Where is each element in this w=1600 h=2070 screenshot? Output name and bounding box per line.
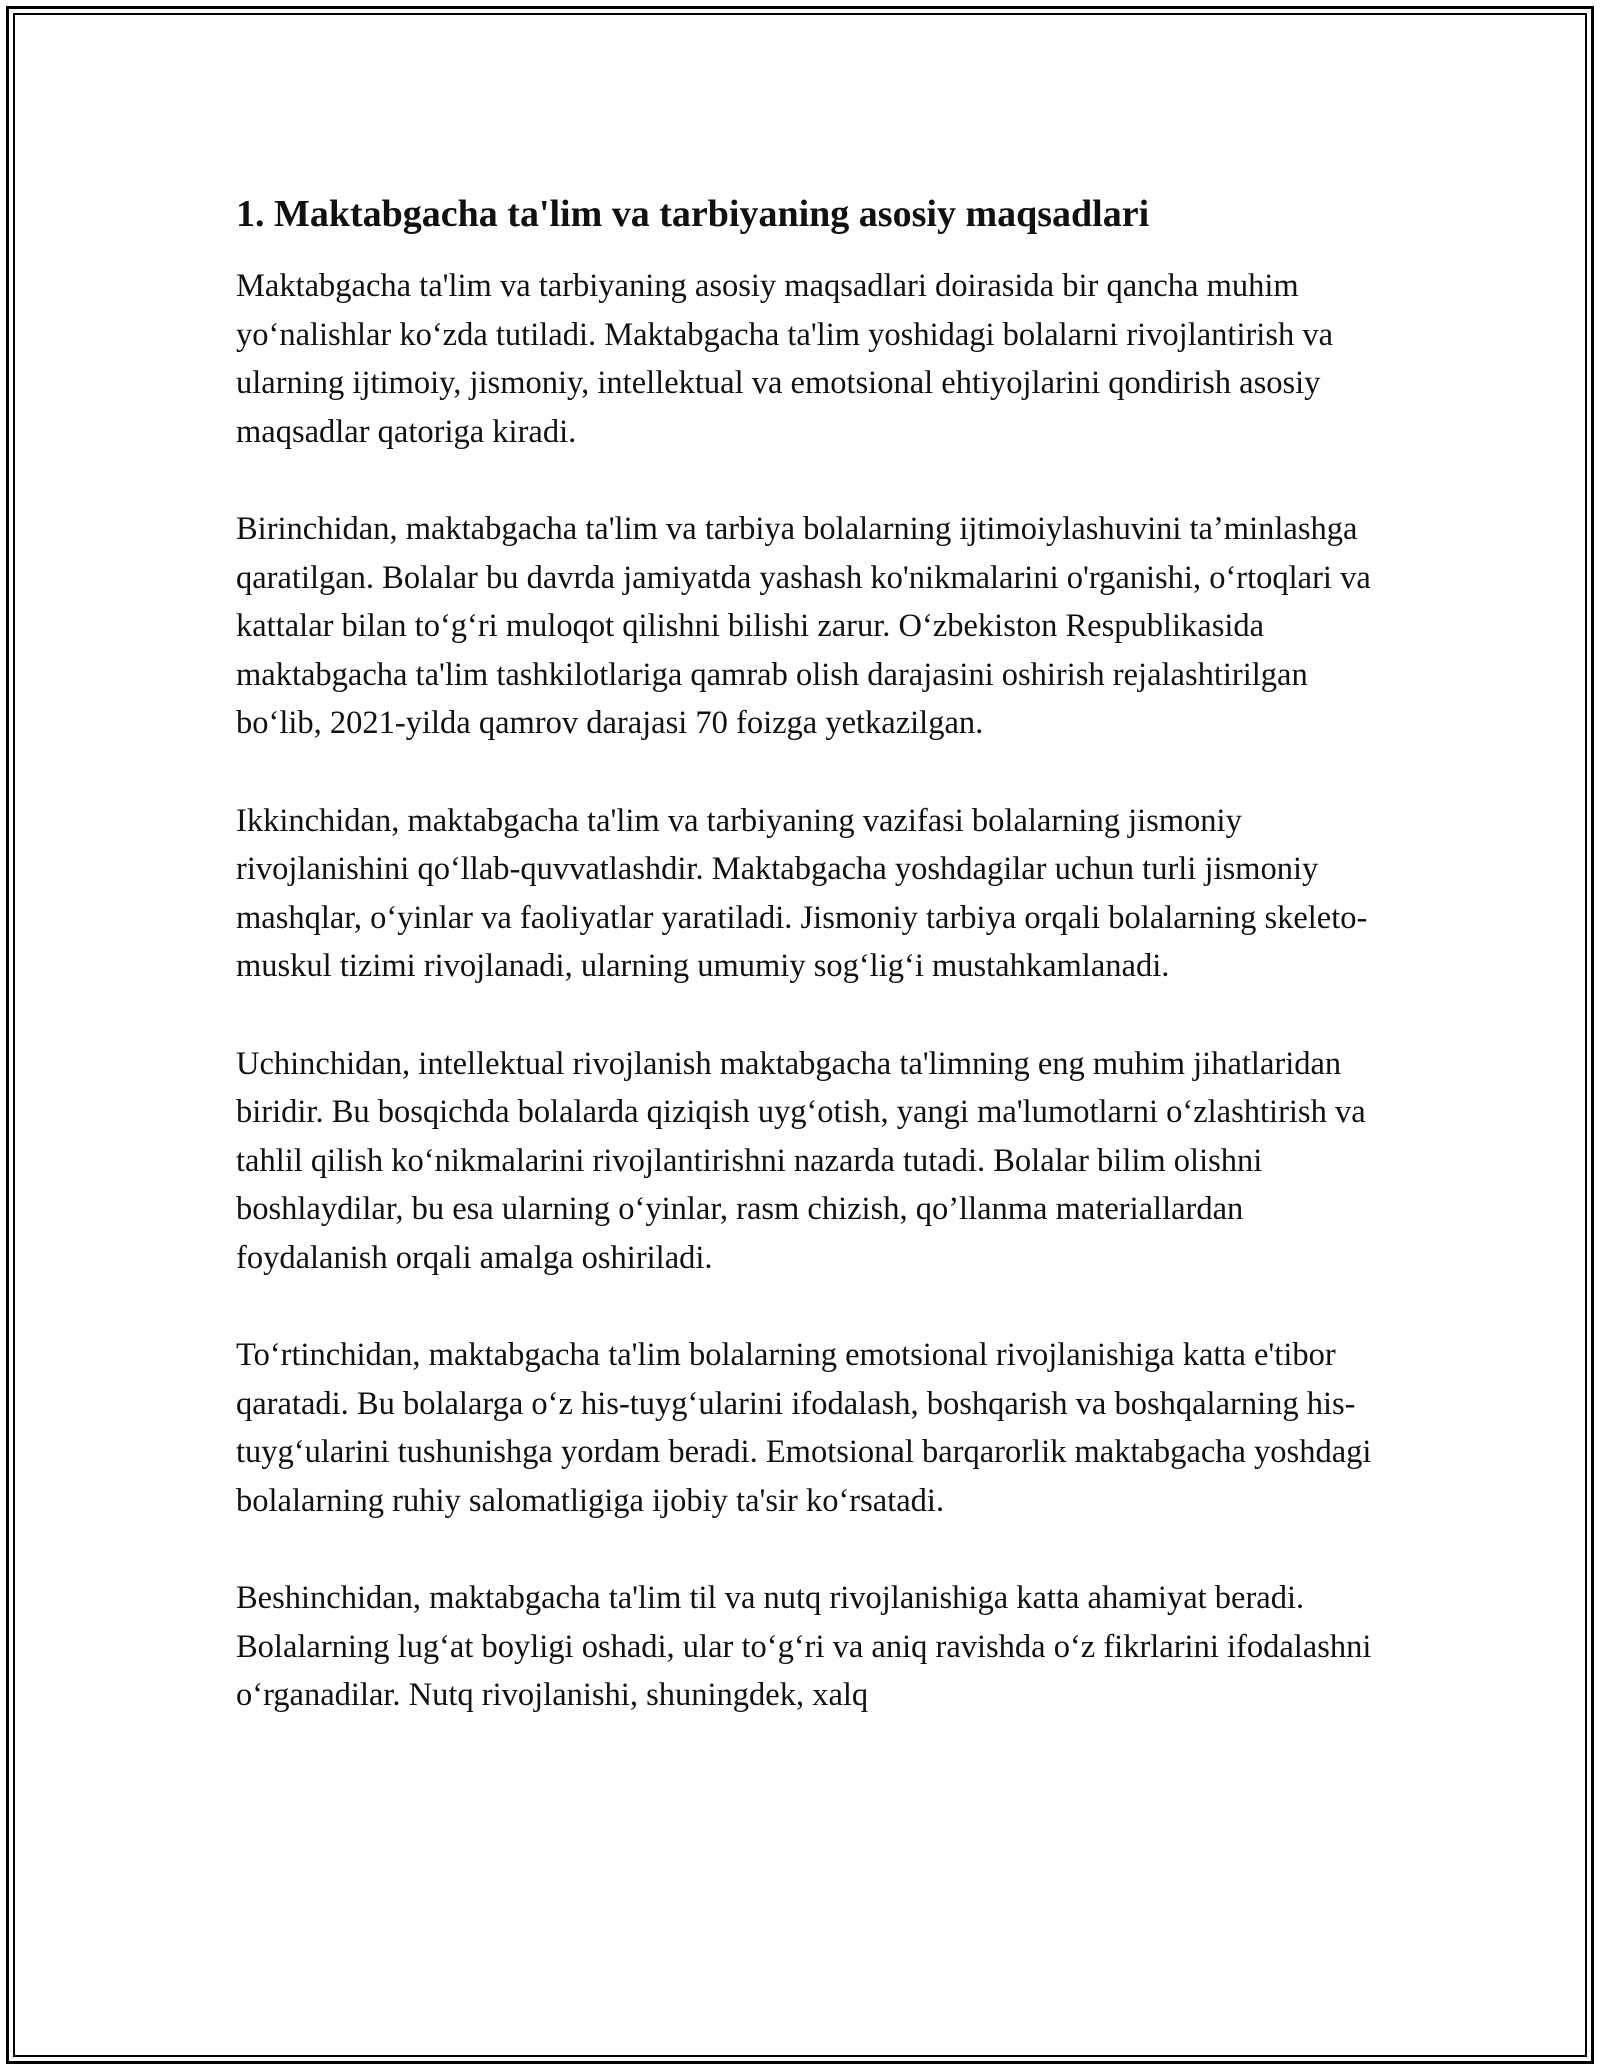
paragraph-second-goal: Ikkinchidan, maktabgacha ta'lim va tarbiyaning vazifasi bolalarning jismoniy rivojlanishini qoʻllab-quvvatlashdir. Maktabgacha yoshdagilar uchun turli jismoniy mashqlar, oʻyinlar va faoliyatlar yaratiladi. Jismoniy tarbiya orqali bolalarning skeleto-muskul tizimi rivojlanadi, ularning umumiy sogʻligʻi mustahkamlanadi. (236, 802, 1368, 985)
document-body (236, 186, 1386, 1768)
paragraph-first-goal: Birinchidan, maktabgacha ta'lim va tarbiya bolalarning ijtimoiylashuvini taʼminlashga qaratilgan. Bolalar bu davrda jamiyatda yashash ko'nikmalarini o'rganishi, oʻrtoqlari va kattalar bilan toʻgʻri muloqot qilishni bilishi zarur. Oʻzbekiston Respublikasida maktabgacha ta'lim tashkilotlariga qamrab olish darajasini oshirish rejalashtirilgan boʻlib, 2021-yilda qamrov darajasi 70 foizga yetkazilgan. (236, 510, 1371, 742)
paragraph-fifth-goal: Beshinchidan, maktabgacha ta'lim til va nutq rivojlanishiga katta ahamiyat beradi. Bolalarning lugʻat boyligi oshadi, ular toʻgʻri va aniq ravishda oʻz fikrlarini ifodalashni oʻrganadilar. Nutq rivojlanishi, shuningdek, xalq (236, 1580, 1372, 1714)
paragraph-fourth-goal: Toʻrtinchidan, maktabgacha ta'lim bolalarning emotsional rivojlanishiga katta e'tibor qaratadi. Bu bolalarga oʻz his-tuygʻularini ifodalash, boshqarish va boshqalarning his-tuygʻularini tushunishga yordam beradi. Emotsional barqarorlik maktabgacha yoshdagi bolalarning ruhiy salomatligiga ijobiy ta'sir koʻrsatadi. (236, 1337, 1372, 1519)
section-heading: 1. Maktabgacha ta'lim va tarbiyaning asosiy maqsadlari (236, 193, 1150, 235)
paragraph-third-goal: Uchinchidan, intellektual rivojlanish maktabgacha ta'limning eng muhim jihatlaridan biridir. Bu bosqichda bolalarda qiziqish uygʻotish, yangi ma'lumotlarni oʻzlashtirish va tahlil qilish koʻnikmalarini rivojlantirishni nazarda tutadi. Bolalar bilim olishni boshlaydilar, bu esa ularning oʻyinlar, rasm chizish, qo’llanma materiallardan foydalanish orqali amalga oshiriladi. (236, 1045, 1366, 1276)
paragraph-intro: Maktabgacha ta'lim va tarbiyaning asosiy maqsadlari doirasida bir qancha muhim yoʻnalishlar koʻzda tutiladi. Maktabgacha ta'lim yoshidagi bolalarni rivojlantirish va ularning ijtimoiy, jismoniy, intellektual va emotsional ehtiyojlarini qondirish asosiy maqsadlar qatoriga kiradi. (236, 268, 1334, 450)
